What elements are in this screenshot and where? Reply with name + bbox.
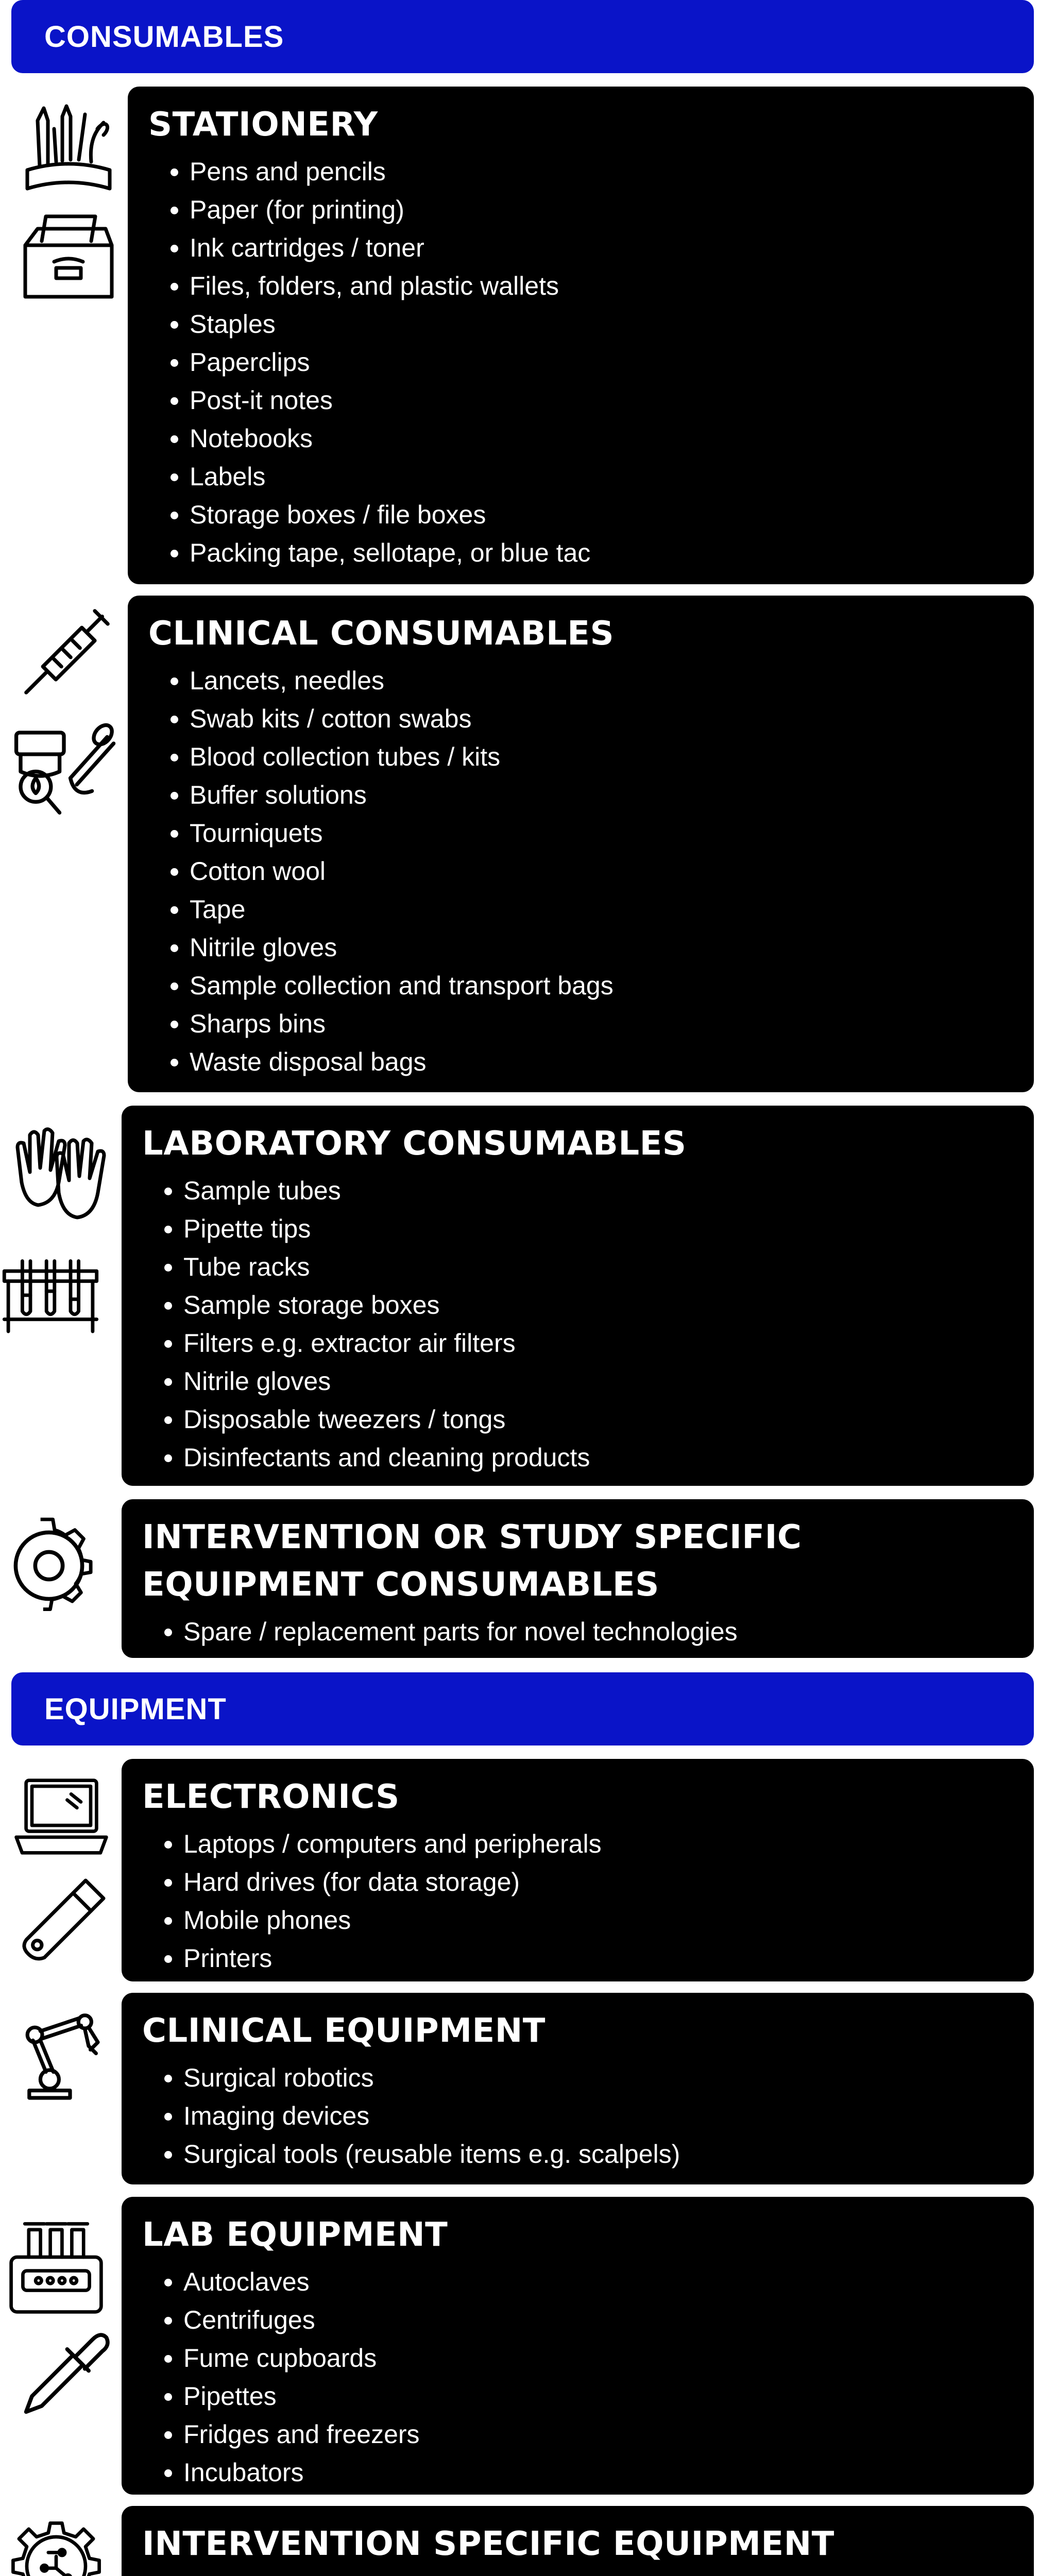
card-laboratory-consumables <box>122 1106 1034 1486</box>
list-item: • Paperclips <box>190 343 1013 381</box>
card-title: CLINICAL CONSUMABLES <box>148 615 615 653</box>
list-item: • Paper (for printing) <box>190 191 1013 229</box>
card-intervention-consumables <box>122 1499 1034 1658</box>
list-item: • Nitrile gloves <box>190 928 1013 967</box>
item-list <box>142 1825 1013 1977</box>
list-item: • Staples <box>190 305 1013 343</box>
list-item: • Tape <box>190 890 1013 928</box>
tech-gear-icon <box>7 2517 105 2576</box>
laptop-icon <box>12 1770 110 1863</box>
item-list <box>142 1172 1013 1477</box>
list-item: • Autoclaves <box>183 2263 1013 2301</box>
list-item: • Disinfectants and cleaning products <box>183 1438 1013 1477</box>
item-list <box>148 662 1013 1081</box>
card-title: LABORATORY CONSUMABLES <box>142 1125 687 1163</box>
list-item: • Pens and pencils <box>190 152 1013 191</box>
list-item: • Blood collection tubes / kits <box>190 738 1013 776</box>
list-item: • Printers <box>183 1939 1013 1977</box>
list-item: • Sharps bins <box>190 1005 1013 1043</box>
list-item: • Tourniquets <box>190 814 1013 852</box>
gear-icon <box>0 1517 98 1615</box>
list-item: • Cotton wool <box>190 852 1013 890</box>
list-item: • Fume cupboards <box>183 2339 1013 2377</box>
list-item: • Pipette tips <box>183 1210 1013 1248</box>
list-item: • Filters e.g. extractor air filters <box>183 1324 1013 1362</box>
section-banner-equipment <box>11 1672 1034 1745</box>
section-title: EQUIPMENT <box>44 1692 227 1726</box>
list-item: • Notebooks <box>190 419 1013 457</box>
swab-kit-icon <box>7 711 121 819</box>
list-item: • Imaging devices <box>183 2097 1013 2135</box>
list-item: • Sample storage boxes <box>183 1286 1013 1324</box>
card-intervention-equipment <box>122 2506 1034 2576</box>
card-electronics <box>122 1759 1034 1981</box>
list-item: • Centrifuges <box>183 2301 1013 2339</box>
robot-arm-icon <box>14 2002 107 2110</box>
item-list <box>148 152 1013 572</box>
usb-drive-icon <box>18 1873 107 1963</box>
list-item: • Waste disposal bags <box>190 1043 1013 1081</box>
list-item: • Post-it notes <box>190 381 1013 419</box>
list-item: • Lancets, needles <box>190 662 1013 700</box>
list-item: • Buffer solutions <box>190 776 1013 814</box>
card-title: INTERVENTION OR STUDY SPECIFIC EQUIPMENT CONSUMABLES <box>142 1518 802 1604</box>
list-item: • Storage boxes / file boxes <box>190 496 1013 534</box>
list-item: • Nitrile gloves <box>183 1362 1013 1400</box>
list-item: • Tube racks <box>183 1248 1013 1286</box>
card-clinical-equipment <box>122 1993 1034 2184</box>
card-lab-equipment <box>122 2197 1034 2495</box>
list-item <box>183 2572 1013 2576</box>
list-item: • Ink cartridges / toner <box>190 229 1013 267</box>
lab-device-icon <box>7 2215 105 2318</box>
list-item: • Files, folders, and plastic wallets <box>190 267 1013 305</box>
list-item: • Disposable tweezers / tongs <box>183 1400 1013 1438</box>
dropper-icon <box>12 2316 110 2417</box>
item-list <box>142 2263 1013 2492</box>
card-title: LAB EQUIPMENT <box>142 2216 448 2254</box>
list-item: • Spare / replacement parts for novel technologies <box>183 1613 1013 1651</box>
list-item: • Fridges and freezers <box>183 2415 1013 2453</box>
list-item: • Sample collection and transport bags <box>190 967 1013 1005</box>
card-title: INTERVENTION SPECIFIC EQUIPMENT <box>142 2525 834 2563</box>
list-item: • Mobile phones <box>183 1901 1013 1939</box>
list-item: • Packing tape, sellotape, or blue tac <box>190 534 1013 572</box>
list-item: • Surgical robotics <box>183 2059 1013 2097</box>
list-item: • Pipettes <box>183 2377 1013 2415</box>
card-stationery <box>128 87 1034 584</box>
card-clinical-consumables <box>128 596 1034 1092</box>
item-list <box>142 1613 1013 1651</box>
card-title: ELECTRONICS <box>142 1778 400 1816</box>
gloves-icon <box>7 1118 110 1226</box>
item-list <box>142 2572 1013 2576</box>
pencil-cup-icon <box>14 98 123 201</box>
syringe-icon <box>21 603 113 701</box>
list-item: • Swab kits / cotton swabs <box>190 700 1013 738</box>
test-tube-rack-icon <box>0 1255 101 1335</box>
list-item: • Labels <box>190 457 1013 496</box>
list-item: • Incubators <box>183 2453 1013 2492</box>
file-box-icon <box>14 210 123 303</box>
list-item: • Hard drives (for data storage) <box>183 1863 1013 1901</box>
card-title: STATIONERY <box>148 106 378 144</box>
card-title: CLINICAL EQUIPMENT <box>142 2012 546 2050</box>
section-banner-consumables <box>11 0 1034 73</box>
list-item: • Laptops / computers and peripherals <box>183 1825 1013 1863</box>
list-item: • Sample tubes <box>183 1172 1013 1210</box>
section-title: CONSUMABLES <box>44 20 284 54</box>
list-item: • Surgical tools (reusable items e.g. scalpels) <box>183 2135 1013 2173</box>
item-list <box>142 2059 1013 2173</box>
